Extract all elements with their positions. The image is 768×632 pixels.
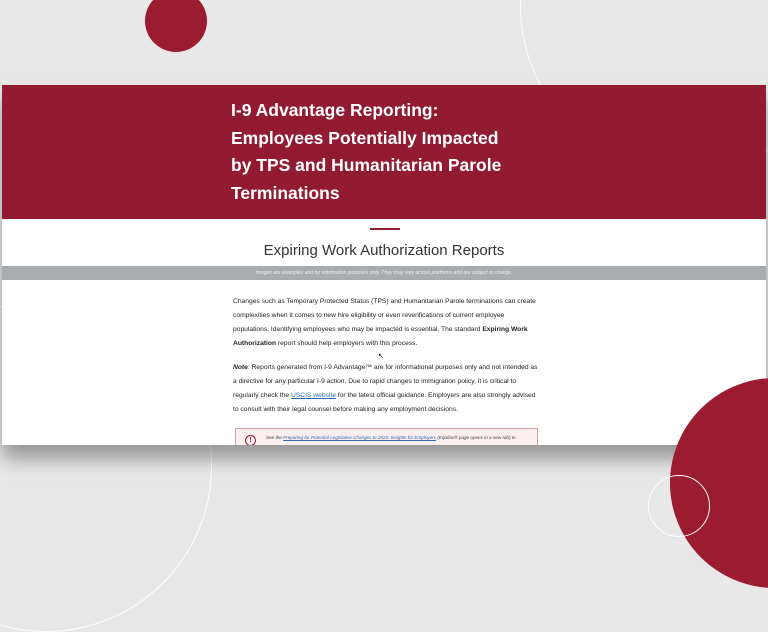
section-title: Expiring Work Authorization Reports xyxy=(263,242,505,259)
uscis-website-link[interactable]: USCIS website xyxy=(291,392,336,399)
note-paragraph xyxy=(233,361,538,417)
insights-link[interactable]: Preparing for Potential Legislative Changes to 2025: Insights for Employers xyxy=(283,435,437,440)
note-text: : Reports generated from I-9 Advantage™ are for informational purposes only and not intended as a directive for any particular I-9 action. Due to rapid changes to immigration policy, it is critical to regularly check the xyxy=(233,364,538,399)
report-name: Expiring Work Authorization xyxy=(233,326,528,347)
document-screenshot xyxy=(2,85,766,445)
disclaimer-text: Images are examples and for information purposes only. They may vary across platforms and are subject to change. xyxy=(255,270,513,276)
decorative-ring-bottom-right xyxy=(648,475,710,537)
accent-divider xyxy=(370,228,400,230)
intro-paragraph xyxy=(233,295,538,351)
mouse-cursor-icon: ↖ xyxy=(378,353,384,360)
info-alert-box xyxy=(235,428,538,445)
header-banner xyxy=(2,85,766,219)
note-text-end: for the latest official guidance. Employers are also strongly advised to consult with their legal counsel before making any employment decisions. xyxy=(233,392,536,413)
intro-text-end: report should help employers with this process. xyxy=(276,340,418,347)
intro-text: Changes such as Temporary Protected Status (TPS) and Humanitarian Parole terminations can create complexities when it comes to new hire eligibility or even reverifications of current employee populations. Identifying employees who may be impacted is essential. The standard xyxy=(233,298,536,333)
note-label: Note xyxy=(233,364,248,371)
decorative-dot-top xyxy=(145,0,207,52)
alert-text: See the Preparing for Potential Legislative Changes to 2025: Insights for Employers (Equifax® page opens in a new tab) to xyxy=(266,435,516,440)
disclaimer-bar xyxy=(2,266,766,280)
page-title: I-9 Advantage Reporting: Employees Potentially Impacted by TPS and Humanitarian Parole Terminations xyxy=(231,100,502,203)
info-circle-icon: ! xyxy=(245,435,256,445)
